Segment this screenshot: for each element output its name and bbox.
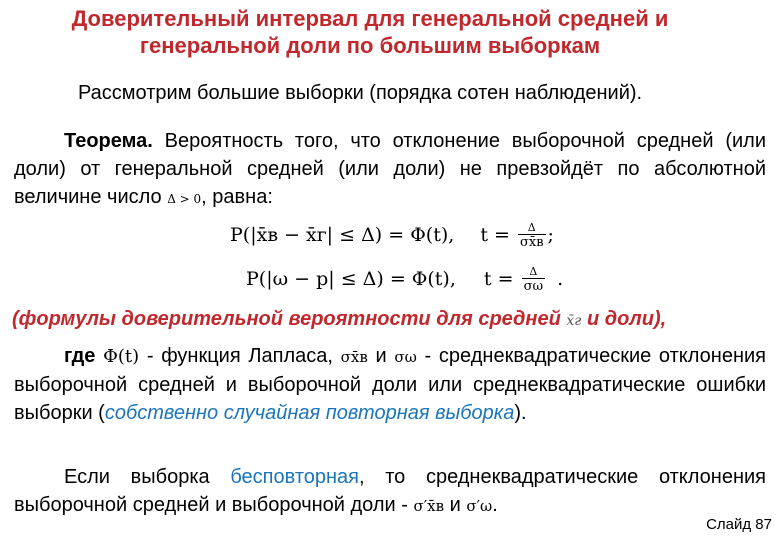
formula-share: [246, 266, 563, 294]
sigma-share: σω: [394, 348, 417, 366]
where-blue-text: собственно случайная повторная выборка: [104, 402, 515, 424]
note-text-1: (формулы доверительной вероятности для средней: [12, 308, 561, 330]
theorem-label: Теорема.: [64, 130, 153, 152]
formula-share-lhs: P(|ω − p| ≤ Δ) = Φ(t),: [246, 268, 456, 290]
formulas-note: [12, 308, 666, 331]
formula-share-num: Δ: [522, 266, 545, 279]
slide-number: Слайд 87: [706, 516, 772, 533]
intro-text: Рассмотрим большие выборки (порядка сотен наблюдений).: [78, 82, 643, 104]
last-paragraph: [14, 463, 766, 520]
theorem-text-2: , равна:: [201, 186, 273, 208]
last-text-4: .: [492, 494, 498, 516]
title-line-1: Доверительный интервал для генеральной средней и: [71, 6, 669, 31]
formula-mean-lhs: P(|x̄в − x̄г| ≤ Δ) = Φ(t),: [230, 224, 455, 246]
where-text-2: - функция Лапласа,: [139, 345, 341, 367]
formula-share-den: σω: [523, 279, 544, 294]
slide-title: [40, 5, 700, 59]
theorem-text-1: Вероятность того, что отклонение выборочной средней (или доли) от генеральной средней (или доли) не превзойдёт по абсолютной величине число: [14, 130, 766, 208]
where-paragraph: [14, 342, 766, 427]
formula-share-t: t =: [483, 268, 514, 290]
last-text-2: , то среднеквадратические отклонения выборочной средней и выборочной доли -: [14, 466, 766, 516]
last-blue-text: бесповторная: [230, 466, 359, 488]
formula-mean-den: σx̄в: [520, 235, 544, 250]
formula-share-end: .: [557, 268, 564, 290]
last-text-1: Если выборка: [64, 466, 231, 488]
sigma-prime-mean: σ′x̄в: [413, 497, 445, 515]
delta-condition: Δ > 0: [167, 192, 202, 206]
sigma-prime-share: σ′ω: [466, 497, 493, 515]
formula-mean: [230, 222, 554, 250]
where-text-3: и: [367, 345, 395, 367]
sigma-mean: σx̄в: [340, 348, 368, 366]
note-symbol: x̄г: [566, 313, 582, 329]
where-word: где: [64, 345, 96, 367]
laplace-phi: Φ(t): [103, 346, 140, 367]
formula-mean-end: ;: [547, 224, 554, 246]
formula-share-fraction: [522, 266, 545, 294]
note-text-2: и доли),: [586, 308, 667, 330]
title-line-2: генеральной доли по большим выборкам: [139, 33, 601, 58]
last-text-3: и: [444, 494, 467, 516]
formula-mean-fraction: [518, 222, 546, 250]
where-text-5: ).: [514, 402, 527, 424]
theorem-paragraph: [14, 127, 766, 213]
formula-mean-num: Δ: [518, 222, 546, 235]
formula-mean-t: t =: [480, 224, 510, 246]
where-text-4: - среднеквадратические отклонения выборочной средней и выборочной доли или среднеквадратические ошибки выборки (: [14, 345, 766, 424]
